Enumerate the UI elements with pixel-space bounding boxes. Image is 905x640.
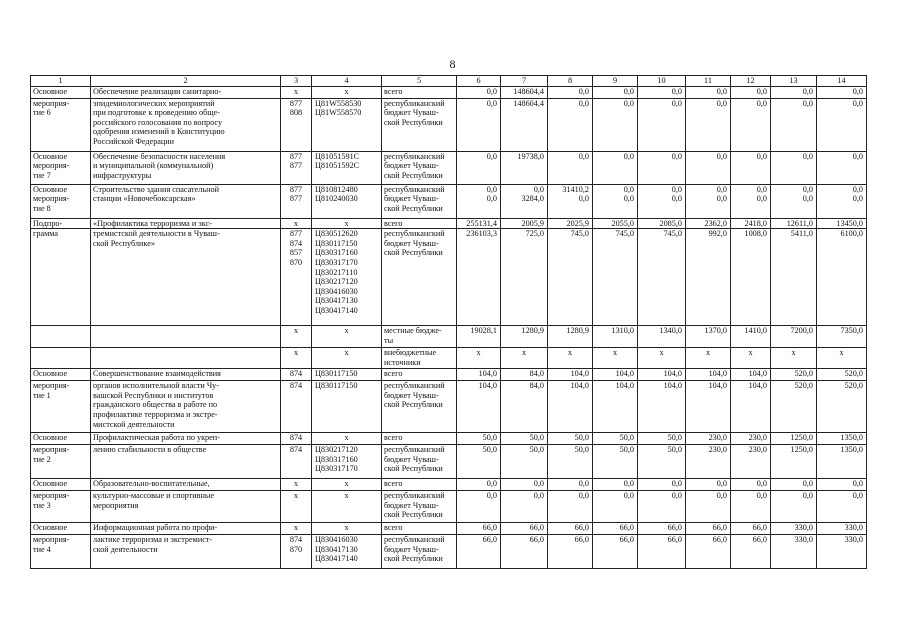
value-cell: 0,0	[548, 151, 593, 184]
value-cell: 1310,0	[593, 326, 638, 348]
event-cell: мероприя- тие 3	[31, 491, 91, 523]
value-cell: 104,0	[457, 369, 501, 381]
value-cell: 255131,4	[457, 218, 501, 229]
value-cell: 0,0	[457, 479, 501, 491]
value-cell: 0,0	[731, 479, 771, 491]
value-cell: 330,0	[817, 535, 867, 569]
value-cell: 0,0	[638, 491, 686, 523]
table-row	[31, 491, 867, 523]
value-cell: 230,0	[686, 433, 731, 445]
event-cell: мероприя- тие 2	[31, 445, 91, 479]
value-cell: 66,0	[638, 535, 686, 569]
value-cell: 1370,0	[686, 326, 731, 348]
description-cell: органов исполнительной власти Чу- вашской Республики и институтов гражданского общества в работе по профилактике терроризма и экстре- мистской деятельности	[91, 381, 281, 433]
source-cell: всего	[382, 218, 457, 229]
value-cell: 0,0	[501, 491, 548, 523]
description-cell: «Профилактика терроризма и экс-	[91, 218, 281, 229]
value-cell: 0,0	[686, 151, 731, 184]
value-cell: 7350,0	[817, 326, 867, 348]
table-body	[31, 76, 867, 569]
value-cell: 0,0	[731, 98, 771, 151]
value-cell: 66,0	[457, 535, 501, 569]
value-cell: 66,0	[501, 523, 548, 535]
value-cell: 0,0	[771, 98, 817, 151]
kbk-cell: х	[312, 218, 382, 229]
value-cell: 6100,0	[817, 229, 867, 326]
value-cell: 0,0 0,0	[638, 184, 686, 218]
value-cell: 104,0	[548, 369, 593, 381]
table-row	[31, 369, 867, 381]
value-cell: 0,0	[817, 151, 867, 184]
event-cell: Основное мероприя- тие 7	[31, 151, 91, 184]
value-cell: 104,0	[593, 381, 638, 433]
value-cell: 725,0	[501, 229, 548, 326]
description-cell: лактике терроризма и экстремист- ской деятельности	[91, 535, 281, 569]
value-cell: 1350,0	[817, 433, 867, 445]
source-cell: республиканский бюджет Чуваш- ской Республики	[382, 445, 457, 479]
value-cell: 0,0	[548, 479, 593, 491]
source-cell: внебюджетные источники	[382, 348, 457, 369]
value-cell: 66,0	[548, 535, 593, 569]
source-cell: республиканский бюджет Чуваш- ской Республики	[382, 151, 457, 184]
header-cell: 6	[457, 76, 501, 87]
kbk-cell: х	[312, 479, 382, 491]
value-cell: 0,0	[771, 491, 817, 523]
event-cell: мероприя- тие 1	[31, 381, 91, 433]
event-cell: мероприя- тие 6	[31, 98, 91, 151]
header-cell: 13	[771, 76, 817, 87]
value-cell: 0,0	[771, 151, 817, 184]
value-cell: 50,0	[501, 445, 548, 479]
source-cell: республиканский бюджет Чуваш- ской Республики	[382, 229, 457, 326]
value-cell: 12611,0	[771, 218, 817, 229]
value-cell: 0,0 0,0	[686, 184, 731, 218]
value-cell: 104,0	[686, 381, 731, 433]
table-row	[31, 229, 867, 326]
description-cell: Строительство здания спасательной станции «Новочебоксарская»	[91, 184, 281, 218]
value-cell: 0,0	[457, 151, 501, 184]
grbs-cell: 877 877	[281, 151, 312, 184]
grbs-cell: х	[281, 86, 312, 98]
grbs-cell: 877 808	[281, 98, 312, 151]
value-cell: 745,0	[548, 229, 593, 326]
value-cell: 66,0	[686, 523, 731, 535]
table-row	[31, 381, 867, 433]
kbk-cell: х	[312, 326, 382, 348]
description-cell	[91, 348, 281, 369]
value-cell: 2418,0	[731, 218, 771, 229]
table-row	[31, 445, 867, 479]
description-cell: Совершенствование взаимодействия	[91, 369, 281, 381]
event-cell: Основное	[31, 523, 91, 535]
value-cell: 1340,0	[638, 326, 686, 348]
value-cell: 2005,9	[501, 218, 548, 229]
value-cell: 745,0	[593, 229, 638, 326]
grbs-cell: 874 870	[281, 535, 312, 569]
value-cell: 0,0	[638, 98, 686, 151]
source-cell: всего	[382, 523, 457, 535]
kbk-cell: х	[312, 491, 382, 523]
description-cell: Обеспечение безопасности населения и муниципальной (коммунальной) инфраструктуры	[91, 151, 281, 184]
header-cell: 7	[501, 76, 548, 87]
value-cell: 5411,0	[771, 229, 817, 326]
value-cell: 0,0	[686, 98, 731, 151]
source-cell: республиканский бюджет Чуваш- ской Республики	[382, 381, 457, 433]
value-cell: 0,0	[638, 479, 686, 491]
header-cell: 2	[91, 76, 281, 87]
grbs-cell: х	[281, 479, 312, 491]
table-row	[31, 98, 867, 151]
value-cell: 50,0	[638, 445, 686, 479]
value-cell: 745,0	[638, 229, 686, 326]
value-cell: 1250,0	[771, 433, 817, 445]
value-cell: 1410,0	[731, 326, 771, 348]
description-cell: культурно-массовые и спортивные мероприятия	[91, 491, 281, 523]
header-cell: 12	[731, 76, 771, 87]
value-cell: х	[501, 348, 548, 369]
value-cell: 0,0	[686, 491, 731, 523]
value-cell: 0,0	[548, 491, 593, 523]
value-cell: 230,0	[731, 433, 771, 445]
value-cell: 50,0	[457, 445, 501, 479]
table-row	[31, 218, 867, 229]
event-cell: Основное	[31, 369, 91, 381]
event-cell: Основное	[31, 86, 91, 98]
value-cell: 0,0	[771, 86, 817, 98]
value-cell: 0,0	[457, 491, 501, 523]
budget-table	[30, 75, 867, 569]
value-cell: 104,0	[548, 381, 593, 433]
value-cell: 84,0	[501, 369, 548, 381]
value-cell: 0,0	[457, 98, 501, 151]
value-cell: 1350,0	[817, 445, 867, 479]
kbk-cell: Ц830416030 Ц830417130 Ц830417140	[312, 535, 382, 569]
kbk-cell: Ц830117150	[312, 381, 382, 433]
value-cell: 520,0	[771, 369, 817, 381]
event-cell: Основное	[31, 433, 91, 445]
grbs-cell: 874	[281, 445, 312, 479]
value-cell: 0,0 0,0	[771, 184, 817, 218]
header-cell: 14	[817, 76, 867, 87]
source-cell: всего	[382, 86, 457, 98]
table-row	[31, 535, 867, 569]
kbk-cell: Ц830117150	[312, 369, 382, 381]
description-cell: тремистской деятельности в Чуваш- ской Республике»	[91, 229, 281, 326]
header-cell: 3	[281, 76, 312, 87]
kbk-cell: Ц81W558530 Ц81W558570	[312, 98, 382, 151]
value-cell: 0,0	[593, 98, 638, 151]
grbs-cell: х	[281, 491, 312, 523]
value-cell: 0,0	[457, 86, 501, 98]
event-cell: Основное	[31, 479, 91, 491]
grbs-cell: х	[281, 326, 312, 348]
source-cell: всего	[382, 433, 457, 445]
grbs-cell: 874	[281, 369, 312, 381]
header-cell: 4	[312, 76, 382, 87]
value-cell: 7200,0	[771, 326, 817, 348]
value-cell: х	[548, 348, 593, 369]
kbk-cell: х	[312, 523, 382, 535]
table-row	[31, 151, 867, 184]
value-cell: х	[817, 348, 867, 369]
value-cell: 236103,3	[457, 229, 501, 326]
value-cell: 230,0	[686, 445, 731, 479]
value-cell: 0,0	[817, 491, 867, 523]
value-cell: 148604,4	[501, 98, 548, 151]
event-cell: грамма	[31, 229, 91, 326]
value-cell: 0,0	[686, 86, 731, 98]
value-cell: 0,0	[817, 479, 867, 491]
table-row	[31, 433, 867, 445]
grbs-cell: х	[281, 348, 312, 369]
value-cell: 50,0	[548, 433, 593, 445]
value-cell: 66,0	[731, 535, 771, 569]
header-cell: 5	[382, 76, 457, 87]
value-cell: 104,0	[731, 369, 771, 381]
event-cell: мероприя- тие 4	[31, 535, 91, 569]
grbs-cell: х	[281, 218, 312, 229]
value-cell: х	[731, 348, 771, 369]
value-cell: 104,0	[593, 369, 638, 381]
table-row	[31, 523, 867, 535]
value-cell: 104,0	[457, 381, 501, 433]
grbs-cell: 874	[281, 433, 312, 445]
source-cell: республиканский бюджет Чуваш- ской Республики	[382, 535, 457, 569]
value-cell: 50,0	[548, 445, 593, 479]
event-cell	[31, 348, 91, 369]
description-cell: Профилактическая работа по укреп-	[91, 433, 281, 445]
value-cell: 104,0	[638, 369, 686, 381]
value-cell: 0,0	[593, 479, 638, 491]
source-cell: всего	[382, 479, 457, 491]
kbk-cell: Ц830512620 Ц830117150 Ц830317160 Ц830317170 Ц830217110 Ц830217120 Ц830416030 Ц830417130 Ц830417140	[312, 229, 382, 326]
value-cell: 50,0	[638, 433, 686, 445]
header-cell: 11	[686, 76, 731, 87]
grbs-cell: х	[281, 523, 312, 535]
value-cell: 1008,0	[731, 229, 771, 326]
value-cell: 66,0	[548, 523, 593, 535]
header-row	[31, 76, 867, 87]
value-cell: 0,0	[638, 151, 686, 184]
value-cell: 230,0	[731, 445, 771, 479]
value-cell: 66,0	[457, 523, 501, 535]
value-cell: 2362,0	[686, 218, 731, 229]
value-cell: 0,0 0,0	[817, 184, 867, 218]
value-cell: 0,0 0,0	[457, 184, 501, 218]
value-cell: 0,0	[731, 491, 771, 523]
value-cell: 50,0	[593, 433, 638, 445]
table-row	[31, 86, 867, 98]
source-cell: республиканский бюджет Чуваш- ской Республики	[382, 98, 457, 151]
value-cell: х	[771, 348, 817, 369]
value-cell: 2055,0	[593, 218, 638, 229]
value-cell: 104,0	[731, 381, 771, 433]
event-cell: Основное мероприя- тие 8	[31, 184, 91, 218]
header-cell: 8	[548, 76, 593, 87]
value-cell: х	[457, 348, 501, 369]
value-cell: 992,0	[686, 229, 731, 326]
value-cell: 50,0	[593, 445, 638, 479]
value-cell: 104,0	[638, 381, 686, 433]
event-cell: Подпро-	[31, 218, 91, 229]
value-cell: х	[638, 348, 686, 369]
value-cell: 0,0	[593, 491, 638, 523]
value-cell: 19028,1	[457, 326, 501, 348]
value-cell: 66,0	[593, 523, 638, 535]
value-cell: 0,0	[593, 86, 638, 98]
value-cell: 50,0	[457, 433, 501, 445]
source-cell: республиканский бюджет Чуваш- ской Республики	[382, 491, 457, 523]
value-cell: 330,0	[817, 523, 867, 535]
header-cell: 9	[593, 76, 638, 87]
value-cell: 0,0	[731, 86, 771, 98]
value-cell: 66,0	[686, 535, 731, 569]
grbs-cell: 877 877	[281, 184, 312, 218]
description-cell: лению стабильности в обществе	[91, 445, 281, 479]
value-cell: 2085,0	[638, 218, 686, 229]
value-cell: 2025,9	[548, 218, 593, 229]
value-cell: 0,0	[593, 151, 638, 184]
value-cell: 13450,0	[817, 218, 867, 229]
table-row	[31, 479, 867, 491]
kbk-cell: Ц810812480 Ц810240030	[312, 184, 382, 218]
value-cell: 520,0	[817, 381, 867, 433]
kbk-cell: Ц830217120 Ц830317160 Ц830317170	[312, 445, 382, 479]
value-cell: 0,0	[817, 98, 867, 151]
kbk-cell: х	[312, 348, 382, 369]
value-cell: 31410,2 0,0	[548, 184, 593, 218]
value-cell: 0,0 3284,0	[501, 184, 548, 218]
value-cell: 0,0	[771, 479, 817, 491]
grbs-cell: 874	[281, 381, 312, 433]
value-cell: 50,0	[501, 433, 548, 445]
value-cell: 148604,4	[501, 86, 548, 98]
kbk-cell: х	[312, 86, 382, 98]
source-cell: всего	[382, 369, 457, 381]
kbk-cell: х	[312, 433, 382, 445]
table-row	[31, 348, 867, 369]
value-cell: 0,0	[548, 86, 593, 98]
value-cell: 1280,9	[548, 326, 593, 348]
value-cell: 1280,9	[501, 326, 548, 348]
kbk-cell: Ц81051591С Ц81051592С	[312, 151, 382, 184]
value-cell: 0,0	[501, 479, 548, 491]
value-cell: 520,0	[817, 369, 867, 381]
event-cell	[31, 326, 91, 348]
grbs-cell: 877 874 857 870	[281, 229, 312, 326]
value-cell: 66,0	[593, 535, 638, 569]
value-cell: х	[686, 348, 731, 369]
source-cell: республиканский бюджет Чуваш- ской Республики	[382, 184, 457, 218]
value-cell: 104,0	[686, 369, 731, 381]
value-cell: 0,0	[686, 479, 731, 491]
value-cell: 84,0	[501, 381, 548, 433]
value-cell: 520,0	[771, 381, 817, 433]
description-cell	[91, 326, 281, 348]
description-cell: эпидемиологических мероприятий при подготовке к проведению обще- российского голосования по вопросу одобрения изменений в Конституцию Российской Федерации	[91, 98, 281, 151]
value-cell: 0,0 0,0	[593, 184, 638, 218]
table-row	[31, 184, 867, 218]
value-cell: 66,0	[638, 523, 686, 535]
value-cell: 0,0	[548, 98, 593, 151]
page-number: 8	[449, 57, 456, 71]
value-cell: 330,0	[771, 535, 817, 569]
value-cell: х	[593, 348, 638, 369]
value-cell: 0,0	[638, 86, 686, 98]
value-cell: 330,0	[771, 523, 817, 535]
description-cell: Обеспечение реализации санитарно-	[91, 86, 281, 98]
description-cell: Образовательно-воспитательные,	[91, 479, 281, 491]
table-row	[31, 326, 867, 348]
value-cell: 1250,0	[771, 445, 817, 479]
value-cell: 19738,0	[501, 151, 548, 184]
value-cell: 0,0	[817, 86, 867, 98]
header-cell: 10	[638, 76, 686, 87]
value-cell: 0,0	[731, 151, 771, 184]
value-cell: 66,0	[731, 523, 771, 535]
value-cell: 0,0 0,0	[731, 184, 771, 218]
header-cell: 1	[31, 76, 91, 87]
description-cell: Информационная работа по профи-	[91, 523, 281, 535]
source-cell: местные бюдже- ты	[382, 326, 457, 348]
value-cell: 66,0	[501, 535, 548, 569]
